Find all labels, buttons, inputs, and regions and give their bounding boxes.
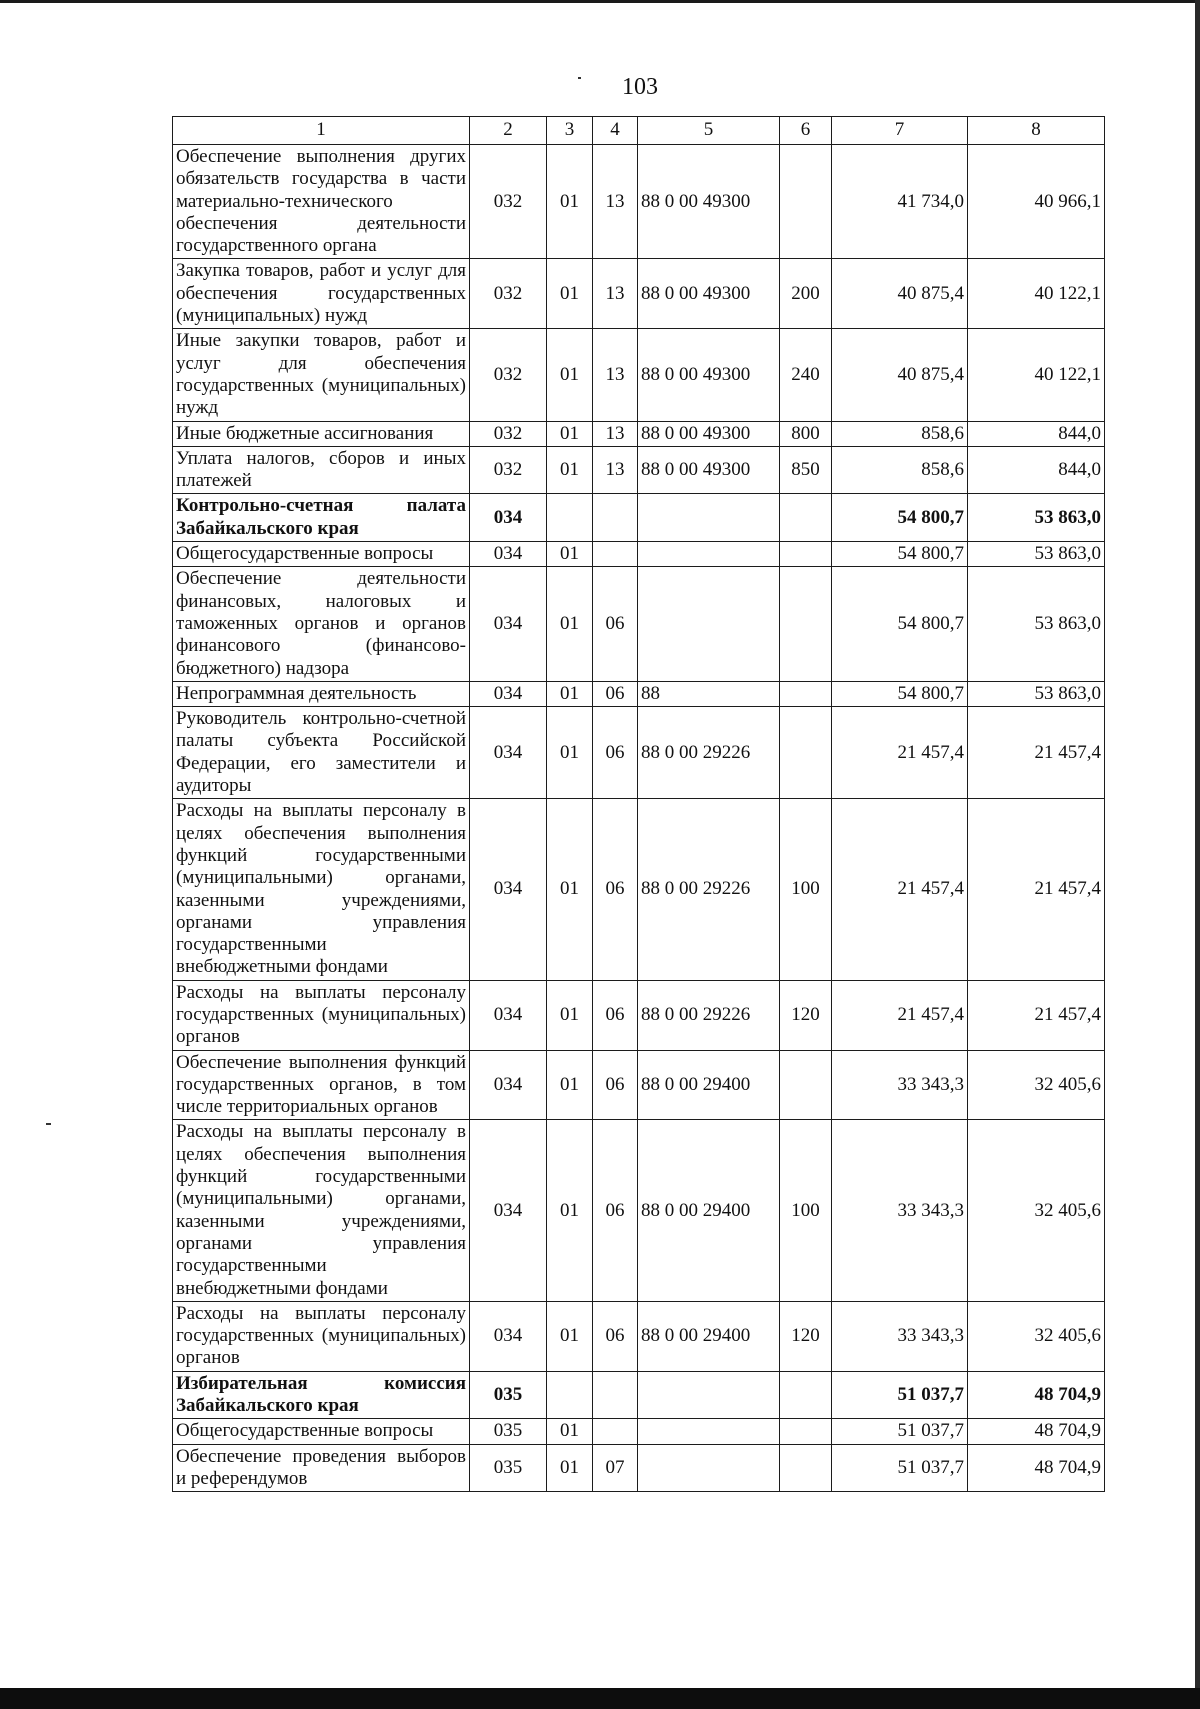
table-row [173,567,1105,681]
cell-amount-year-1: 33 343,3 [832,1120,968,1301]
cell-target-article: 88 0 00 49300 [638,259,780,329]
cell-subsection-code: 06 [593,1301,638,1371]
cell-expense-type [780,1050,832,1120]
cell-section-code: 01 [547,259,593,329]
cell-section-code: 01 [547,799,593,980]
cell-subsection-code [593,542,638,567]
cell-expense-type [780,1419,832,1444]
cell-amount-year-2: 32 405,6 [968,1050,1105,1120]
cell-amount-year-2: 40 122,1 [968,329,1105,421]
cell-ministry-code: 034 [470,799,547,980]
cell-description: Закупка товаров, работ и услуг для обеспечения государственных (муниципальных) нужд [173,259,470,329]
cell-description: Обеспечение выполнения функций государственных органов, в том числе территориальных органов [173,1050,470,1120]
cell-target-article: 88 0 00 49300 [638,329,780,421]
cell-amount-year-2: 48 704,9 [968,1371,1105,1419]
cell-section-code: 01 [547,421,593,446]
page-number: 103 [622,74,658,100]
table-row [173,421,1105,446]
cell-amount-year-1: 51 037,7 [832,1371,968,1419]
cell-expense-type: 100 [780,799,832,980]
cell-target-article [638,567,780,681]
cell-target-article [638,542,780,567]
cell-amount-year-1: 858,6 [832,421,968,446]
cell-amount-year-1: 33 343,3 [832,1301,968,1371]
column-number: 7 [832,117,968,145]
cell-expense-type: 120 [780,1301,832,1371]
cell-expense-type: 120 [780,980,832,1050]
cell-section-code: 01 [547,707,593,799]
cell-amount-year-2: 40 966,1 [968,145,1105,259]
cell-subsection-code: 13 [593,329,638,421]
cell-subsection-code: 06 [593,707,638,799]
cell-target-article: 88 0 00 49300 [638,446,780,494]
cell-section-code: 01 [547,1419,593,1444]
cell-subsection-code [593,1419,638,1444]
cell-section-code: 01 [547,542,593,567]
table-row [173,494,1105,542]
cell-target-article: 88 0 00 49300 [638,421,780,446]
cell-subsection-code: 13 [593,259,638,329]
table-row [173,1444,1105,1492]
cell-target-article: 88 0 00 29400 [638,1050,780,1120]
cell-section-code: 01 [547,145,593,259]
cell-section-code: 01 [547,329,593,421]
cell-amount-year-2: 53 863,0 [968,542,1105,567]
cell-ministry-code: 034 [470,494,547,542]
cell-expense-type [780,707,832,799]
cell-amount-year-1: 21 457,4 [832,980,968,1050]
cell-expense-type [780,494,832,542]
cell-expense-type: 800 [780,421,832,446]
cell-description: Общегосударственные вопросы [173,542,470,567]
cell-subsection-code: 07 [593,1444,638,1492]
cell-section-code: 01 [547,1301,593,1371]
cell-section-code: 01 [547,681,593,706]
cell-target-article: 88 [638,681,780,706]
cell-ministry-code: 035 [470,1419,547,1444]
cell-amount-year-2: 21 457,4 [968,707,1105,799]
cell-amount-year-2: 21 457,4 [968,980,1105,1050]
cell-target-article: 88 0 00 29226 [638,707,780,799]
cell-ministry-code: 034 [470,681,547,706]
cell-subsection-code [593,1371,638,1419]
cell-ministry-code: 035 [470,1371,547,1419]
table-row [173,980,1105,1050]
cell-ministry-code: 032 [470,145,547,259]
cell-target-article: 88 0 00 29400 [638,1120,780,1301]
cell-target-article [638,494,780,542]
cell-subsection-code: 06 [593,1120,638,1301]
cell-section-code: 01 [547,980,593,1050]
cell-subsection-code: 06 [593,1050,638,1120]
cell-amount-year-2: 53 863,0 [968,494,1105,542]
cell-section-code: 01 [547,446,593,494]
column-number: 1 [173,117,470,145]
cell-ministry-code: 032 [470,259,547,329]
table-row [173,1371,1105,1419]
cell-amount-year-1: 21 457,4 [832,707,968,799]
scan-top-edge [0,0,1200,3]
cell-description: Обеспечение выполнения других обязательств государства в части материально-технического обеспечения деятельности государственного органа [173,145,470,259]
table-body [173,145,1105,1492]
cell-target-article [638,1444,780,1492]
cell-description: Расходы на выплаты персоналу в целях обеспечения выполнения функций государственными (муниципальными) органами, казенными учреждениями, органами управления государственными внебюджетными фондами [173,1120,470,1301]
budget-table [172,116,1105,1492]
column-number-row [173,117,1105,145]
cell-amount-year-1: 54 800,7 [832,567,968,681]
cell-expense-type: 240 [780,329,832,421]
column-number: 3 [547,117,593,145]
cell-target-article: 88 0 00 29226 [638,799,780,980]
scan-speck [46,1123,51,1125]
table-row [173,446,1105,494]
cell-description: Непрограммная деятельность [173,681,470,706]
cell-subsection-code: 06 [593,799,638,980]
cell-description: Избирательная комиссия Забайкальского края [173,1371,470,1419]
cell-expense-type [780,1444,832,1492]
cell-amount-year-1: 21 457,4 [832,799,968,980]
cell-amount-year-1: 51 037,7 [832,1444,968,1492]
cell-expense-type: 200 [780,259,832,329]
cell-description: Иные закупки товаров, работ и услуг для обеспечения государственных (муниципальных) нужд [173,329,470,421]
cell-expense-type [780,542,832,567]
cell-description: Общегосударственные вопросы [173,1419,470,1444]
cell-description: Расходы на выплаты персоналу государственных (муниципальных) органов [173,1301,470,1371]
cell-amount-year-1: 54 800,7 [832,542,968,567]
cell-subsection-code: 06 [593,567,638,681]
table-row [173,1301,1105,1371]
cell-ministry-code: 032 [470,329,547,421]
table-row [173,1419,1105,1444]
cell-target-article: 88 0 00 29226 [638,980,780,1050]
cell-ministry-code: 034 [470,542,547,567]
column-number: 5 [638,117,780,145]
cell-section-code: 01 [547,1120,593,1301]
cell-amount-year-1: 858,6 [832,446,968,494]
cell-amount-year-1: 54 800,7 [832,681,968,706]
cell-ministry-code: 034 [470,980,547,1050]
cell-amount-year-1: 40 875,4 [832,259,968,329]
cell-amount-year-1: 40 875,4 [832,329,968,421]
table-row [173,259,1105,329]
cell-subsection-code: 13 [593,446,638,494]
cell-expense-type [780,681,832,706]
cell-ministry-code: 034 [470,1120,547,1301]
table-row [173,799,1105,980]
cell-target-article [638,1419,780,1444]
cell-description: Расходы на выплаты персоналу государственных (муниципальных) органов [173,980,470,1050]
cell-amount-year-2: 40 122,1 [968,259,1105,329]
cell-ministry-code: 035 [470,1444,547,1492]
scan-right-edge [1195,0,1200,1709]
cell-description: Руководитель контрольно-счетной палаты субъекта Российской Федерации, его заместители и аудиторы [173,707,470,799]
table-row [173,542,1105,567]
column-number: 6 [780,117,832,145]
cell-description: Обеспечение проведения выборов и референдумов [173,1444,470,1492]
cell-amount-year-2: 32 405,6 [968,1301,1105,1371]
cell-amount-year-2: 32 405,6 [968,1120,1105,1301]
cell-subsection-code: 13 [593,145,638,259]
cell-ministry-code: 032 [470,446,547,494]
cell-amount-year-2: 844,0 [968,446,1105,494]
cell-amount-year-2: 53 863,0 [968,681,1105,706]
table-row [173,1050,1105,1120]
column-number: 2 [470,117,547,145]
cell-section-code: 01 [547,1050,593,1120]
cell-amount-year-2: 48 704,9 [968,1419,1105,1444]
cell-expense-type: 850 [780,446,832,494]
cell-expense-type [780,567,832,681]
cell-section-code: 01 [547,1444,593,1492]
cell-expense-type [780,145,832,259]
cell-section-code [547,1371,593,1419]
cell-amount-year-2: 21 457,4 [968,799,1105,980]
column-number: 8 [968,117,1105,145]
cell-expense-type: 100 [780,1120,832,1301]
cell-amount-year-2: 53 863,0 [968,567,1105,681]
cell-description: Расходы на выплаты персоналу в целях обеспечения выполнения функций государственными (муниципальными) органами, казенными учреждениями, органами управления государственными внебюджетными фондами [173,799,470,980]
cell-section-code: 01 [547,567,593,681]
cell-ministry-code: 034 [470,1301,547,1371]
cell-target-article: 88 0 00 29400 [638,1301,780,1371]
cell-subsection-code: 06 [593,681,638,706]
cell-subsection-code: 13 [593,421,638,446]
cell-ministry-code: 034 [470,1050,547,1120]
scan-bottom-edge [0,1688,1200,1709]
table-row [173,329,1105,421]
cell-target-article [638,1371,780,1419]
cell-ministry-code: 032 [470,421,547,446]
table-row [173,1120,1105,1301]
column-number: 4 [593,117,638,145]
cell-ministry-code: 034 [470,707,547,799]
cell-description: Уплата налогов, сборов и иных платежей [173,446,470,494]
cell-amount-year-1: 41 734,0 [832,145,968,259]
cell-amount-year-1: 51 037,7 [832,1419,968,1444]
table-row [173,145,1105,259]
cell-amount-year-1: 33 343,3 [832,1050,968,1120]
cell-amount-year-1: 54 800,7 [832,494,968,542]
cell-description: Иные бюджетные ассигнования [173,421,470,446]
table-row [173,681,1105,706]
cell-expense-type [780,1371,832,1419]
cell-description: Контрольно-счетная палата Забайкальского края [173,494,470,542]
cell-amount-year-2: 844,0 [968,421,1105,446]
cell-subsection-code: 06 [593,980,638,1050]
cell-target-article: 88 0 00 49300 [638,145,780,259]
cell-subsection-code [593,494,638,542]
cell-amount-year-2: 48 704,9 [968,1444,1105,1492]
table-row [173,707,1105,799]
cell-description: Обеспечение деятельности финансовых, налоговых и таможенных органов и органов финансового (финансово-бюджетного) надзора [173,567,470,681]
cell-section-code [547,494,593,542]
cell-ministry-code: 034 [470,567,547,681]
